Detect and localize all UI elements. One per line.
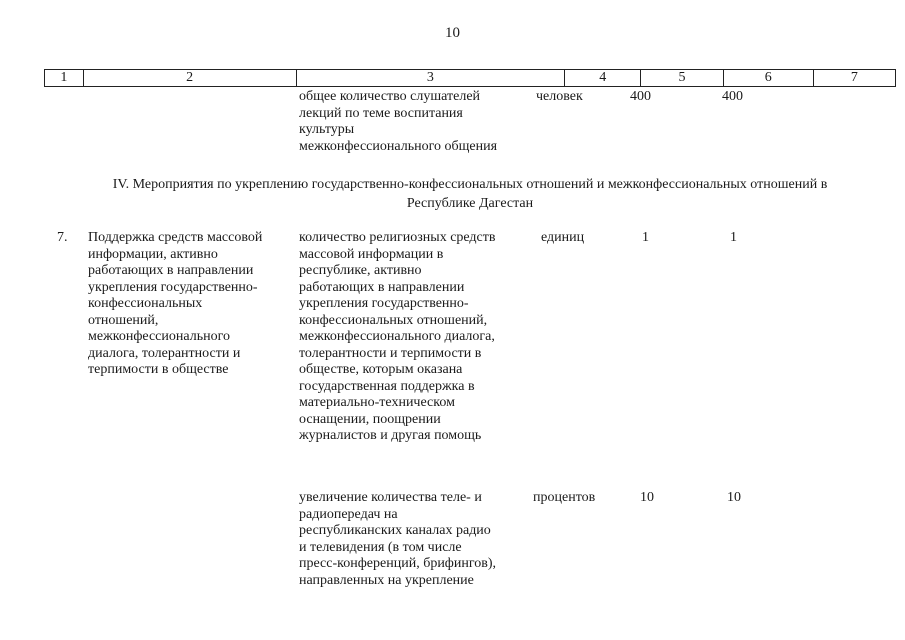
column-header-2: 2 [83,70,296,86]
column-number-header [44,69,896,87]
column-header-1: 1 [44,70,83,86]
column-header-3: 3 [296,70,564,86]
row-number: 7. [57,230,68,245]
indicator-1-text: количество религиозных средств массовой информации в республике, активно работающих в направлении укрепления государственно- конфессиональных отношений, межконфессионального диалога, толерантности и терпимости в обществе, которым оказана государственная поддержка в материально-техническом оснащении, поощрении журналистов и другая помощь [299,230,496,443]
continued-unit: человек [536,89,583,104]
indicator-2-value-col5: 10 [640,490,654,505]
indicator-2-unit: процентов [533,490,596,505]
column-header-5: 5 [640,70,722,86]
section-heading: IV. Мероприятия по укреплению государственно-конфессиональных отношений и межконфессиональных отношений в Республике Дагестан [112,177,828,211]
continued-indicator-text: общее количество слушателей лекций по теме воспитания культуры межконфессионального общения [299,89,498,154]
column-header-7: 7 [813,70,896,86]
column-header-6: 6 [723,70,813,86]
indicator-1-unit: единиц [541,230,585,245]
indicator-1-value-col5: 1 [642,230,649,245]
continued-value-col6: 400 [722,89,743,104]
indicator-1-value-col6: 1 [730,230,737,245]
column-header-4: 4 [564,70,640,86]
activity-text: Поддержка средств массовой информации, активно работающих в направлении укрепления государственно- конфессиональных отношений, межконфессионального диалога, толерантности и терпимости в обществе [88,230,263,377]
indicator-2-text: увеличение количества теле- и радиопередач на республиканских каналах радио и телевидения (в том числе пресс-конференций, брифингов), направленных на укрепление [299,490,497,588]
continued-value-col5: 400 [630,89,651,104]
indicator-2-value-col6: 10 [727,490,741,505]
page-number: 10 [445,25,460,41]
